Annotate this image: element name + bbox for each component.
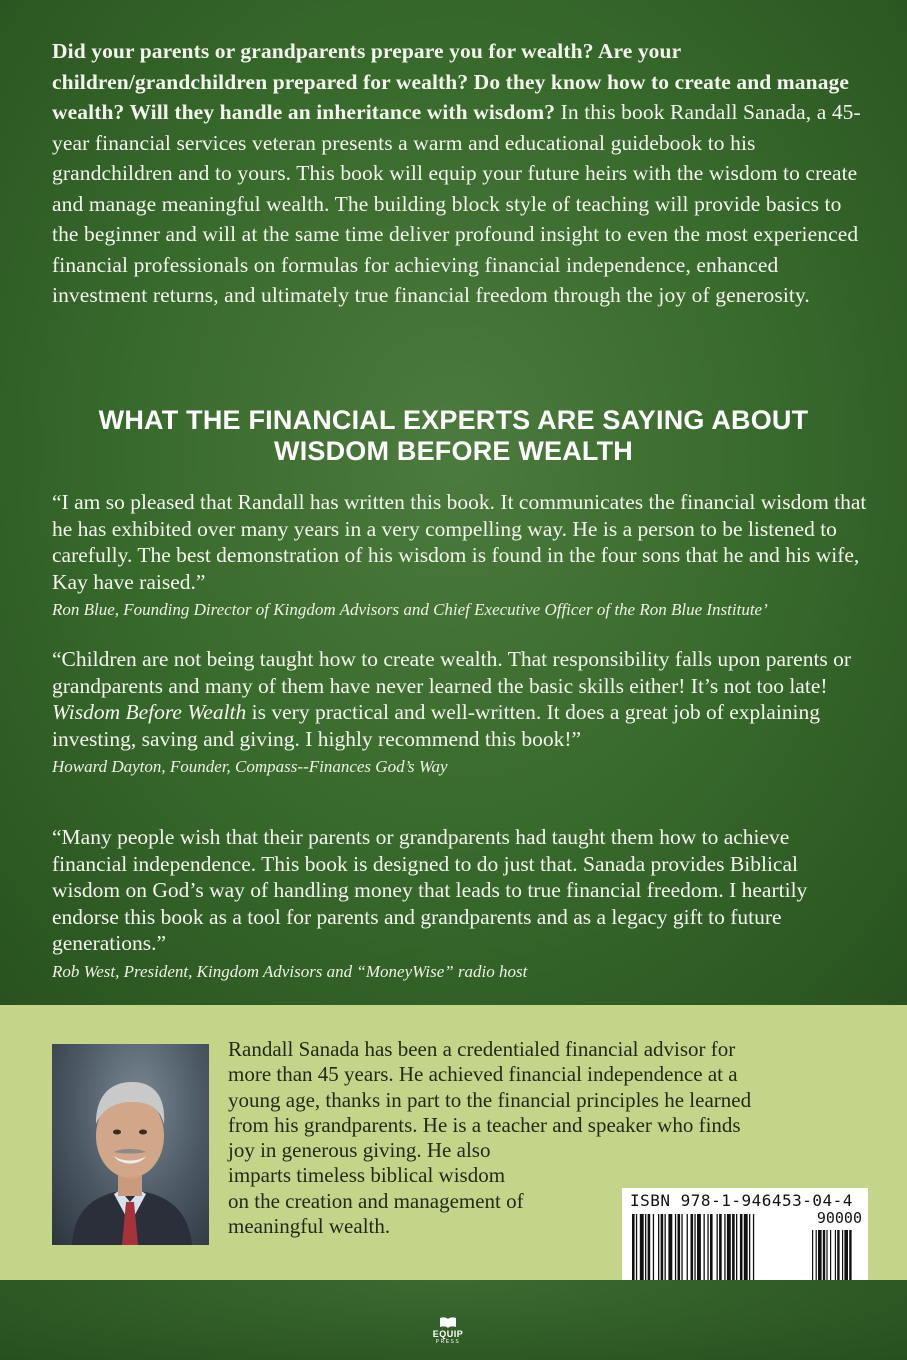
quote-text: “Many people wish that their parents or grandparents had taught them how to achieve financial independence. This book is designed to do just that. Sanada provides Biblical wisdom on God’s way of handling money that leads to true financial freedom. I heartily endorse this book as a tool for parents and grandparents and as a legacy gift to future generations.” (52, 825, 808, 955)
experts-heading (40, 405, 867, 467)
bio-line: more than 45 years. He achieved financial independence at a (228, 1062, 738, 1087)
experts-heading-line1: WHAT THE FINANCIAL EXPERTS ARE SAYING ABOUT (98, 405, 809, 435)
bio-line: meaningful wealth. (228, 1214, 391, 1239)
intro-paragraph (52, 36, 862, 311)
experts-heading-line2: WISDOM BEFORE WEALTH (274, 436, 633, 466)
quote-attribution: Rob West, President, Kingdom Advisors and “MoneyWise” radio host (52, 961, 528, 981)
publisher-logo (418, 1316, 478, 1352)
intro-bold-lead: Did your parents or grandparents prepare you for wealth? Are your children/grandchildren prepared for wealth? Do they know how to create and manage wealth? Will they handle an inheritance with wisdom? (52, 39, 850, 124)
bio-line: young age, thanks in part to the financial principles he learned (228, 1087, 752, 1112)
book-icon (439, 1316, 457, 1328)
quote-text-before: “Children are not being taught how to create wealth. That responsibility falls upon parents or grandparents and many of them have never learned the basic skills either! It’s not too late! (52, 647, 852, 698)
bio-line: from his grandparents. He is a teacher and speaker who finds (228, 1112, 741, 1137)
bio-line: joy in generous giving. He also (228, 1138, 491, 1163)
quote-text (52, 647, 851, 751)
endorsement-quote (52, 489, 867, 621)
price-code: 90000 (816, 1209, 862, 1227)
bio-line: Randall Sanada has been a credentialed financial advisor for (228, 1037, 736, 1061)
publisher-sub: PRESS (435, 1339, 461, 1345)
bio-line: imparts timeless biblical wisdom (228, 1163, 506, 1188)
quote-attribution: Ron Blue, Founding Director of Kingdom Advisors and Chief Executive Officer of the Ron Blue Institute’ (52, 600, 768, 619)
quote-attribution: Howard Dayton, Founder, Compass--Finances God’s Way (52, 757, 448, 776)
bio-line: on the creation and management of (228, 1188, 524, 1213)
quote-text: “I am so pleased that Randall has written this book. It communicates the financial wisdom that he has exhibited over many years in a very compelling way. He is a person to be listened to carefully. The best demonstration of his wisdom is found in the four sons that he and his wife, Kay have raised.” (52, 490, 867, 594)
quote-text-after: is very practical and well-written. It does a great job of explaining investing, saving and giving. I highly recommend this book!” (52, 700, 821, 751)
isbn-number: ISBN 978-1-946453-04-4 (630, 1191, 853, 1210)
intro-body: In this book Randall Sanada, a 45-year financial services veteran presents a warm and educational guidebook to his grandchildren and to yours. This book will equip your future heirs with the wisdom to create and manage meaningful wealth. The building block style of teaching will provide basics to the beginner and will at the same time deliver profound insight to even the most experienced financial professionals on formulas for achieving financial independence, enhanced investment returns, and ultimately true financial freedom through the joy of generosity. (52, 100, 861, 307)
author-photo (52, 1044, 209, 1245)
endorsement-quote (52, 646, 867, 778)
publisher-name: EQUIP (432, 1329, 464, 1339)
author-portrait-illustration (52, 1044, 209, 1245)
book-title-italic: Wisdom Before Wealth (52, 700, 247, 724)
endorsement-quote (52, 824, 867, 983)
